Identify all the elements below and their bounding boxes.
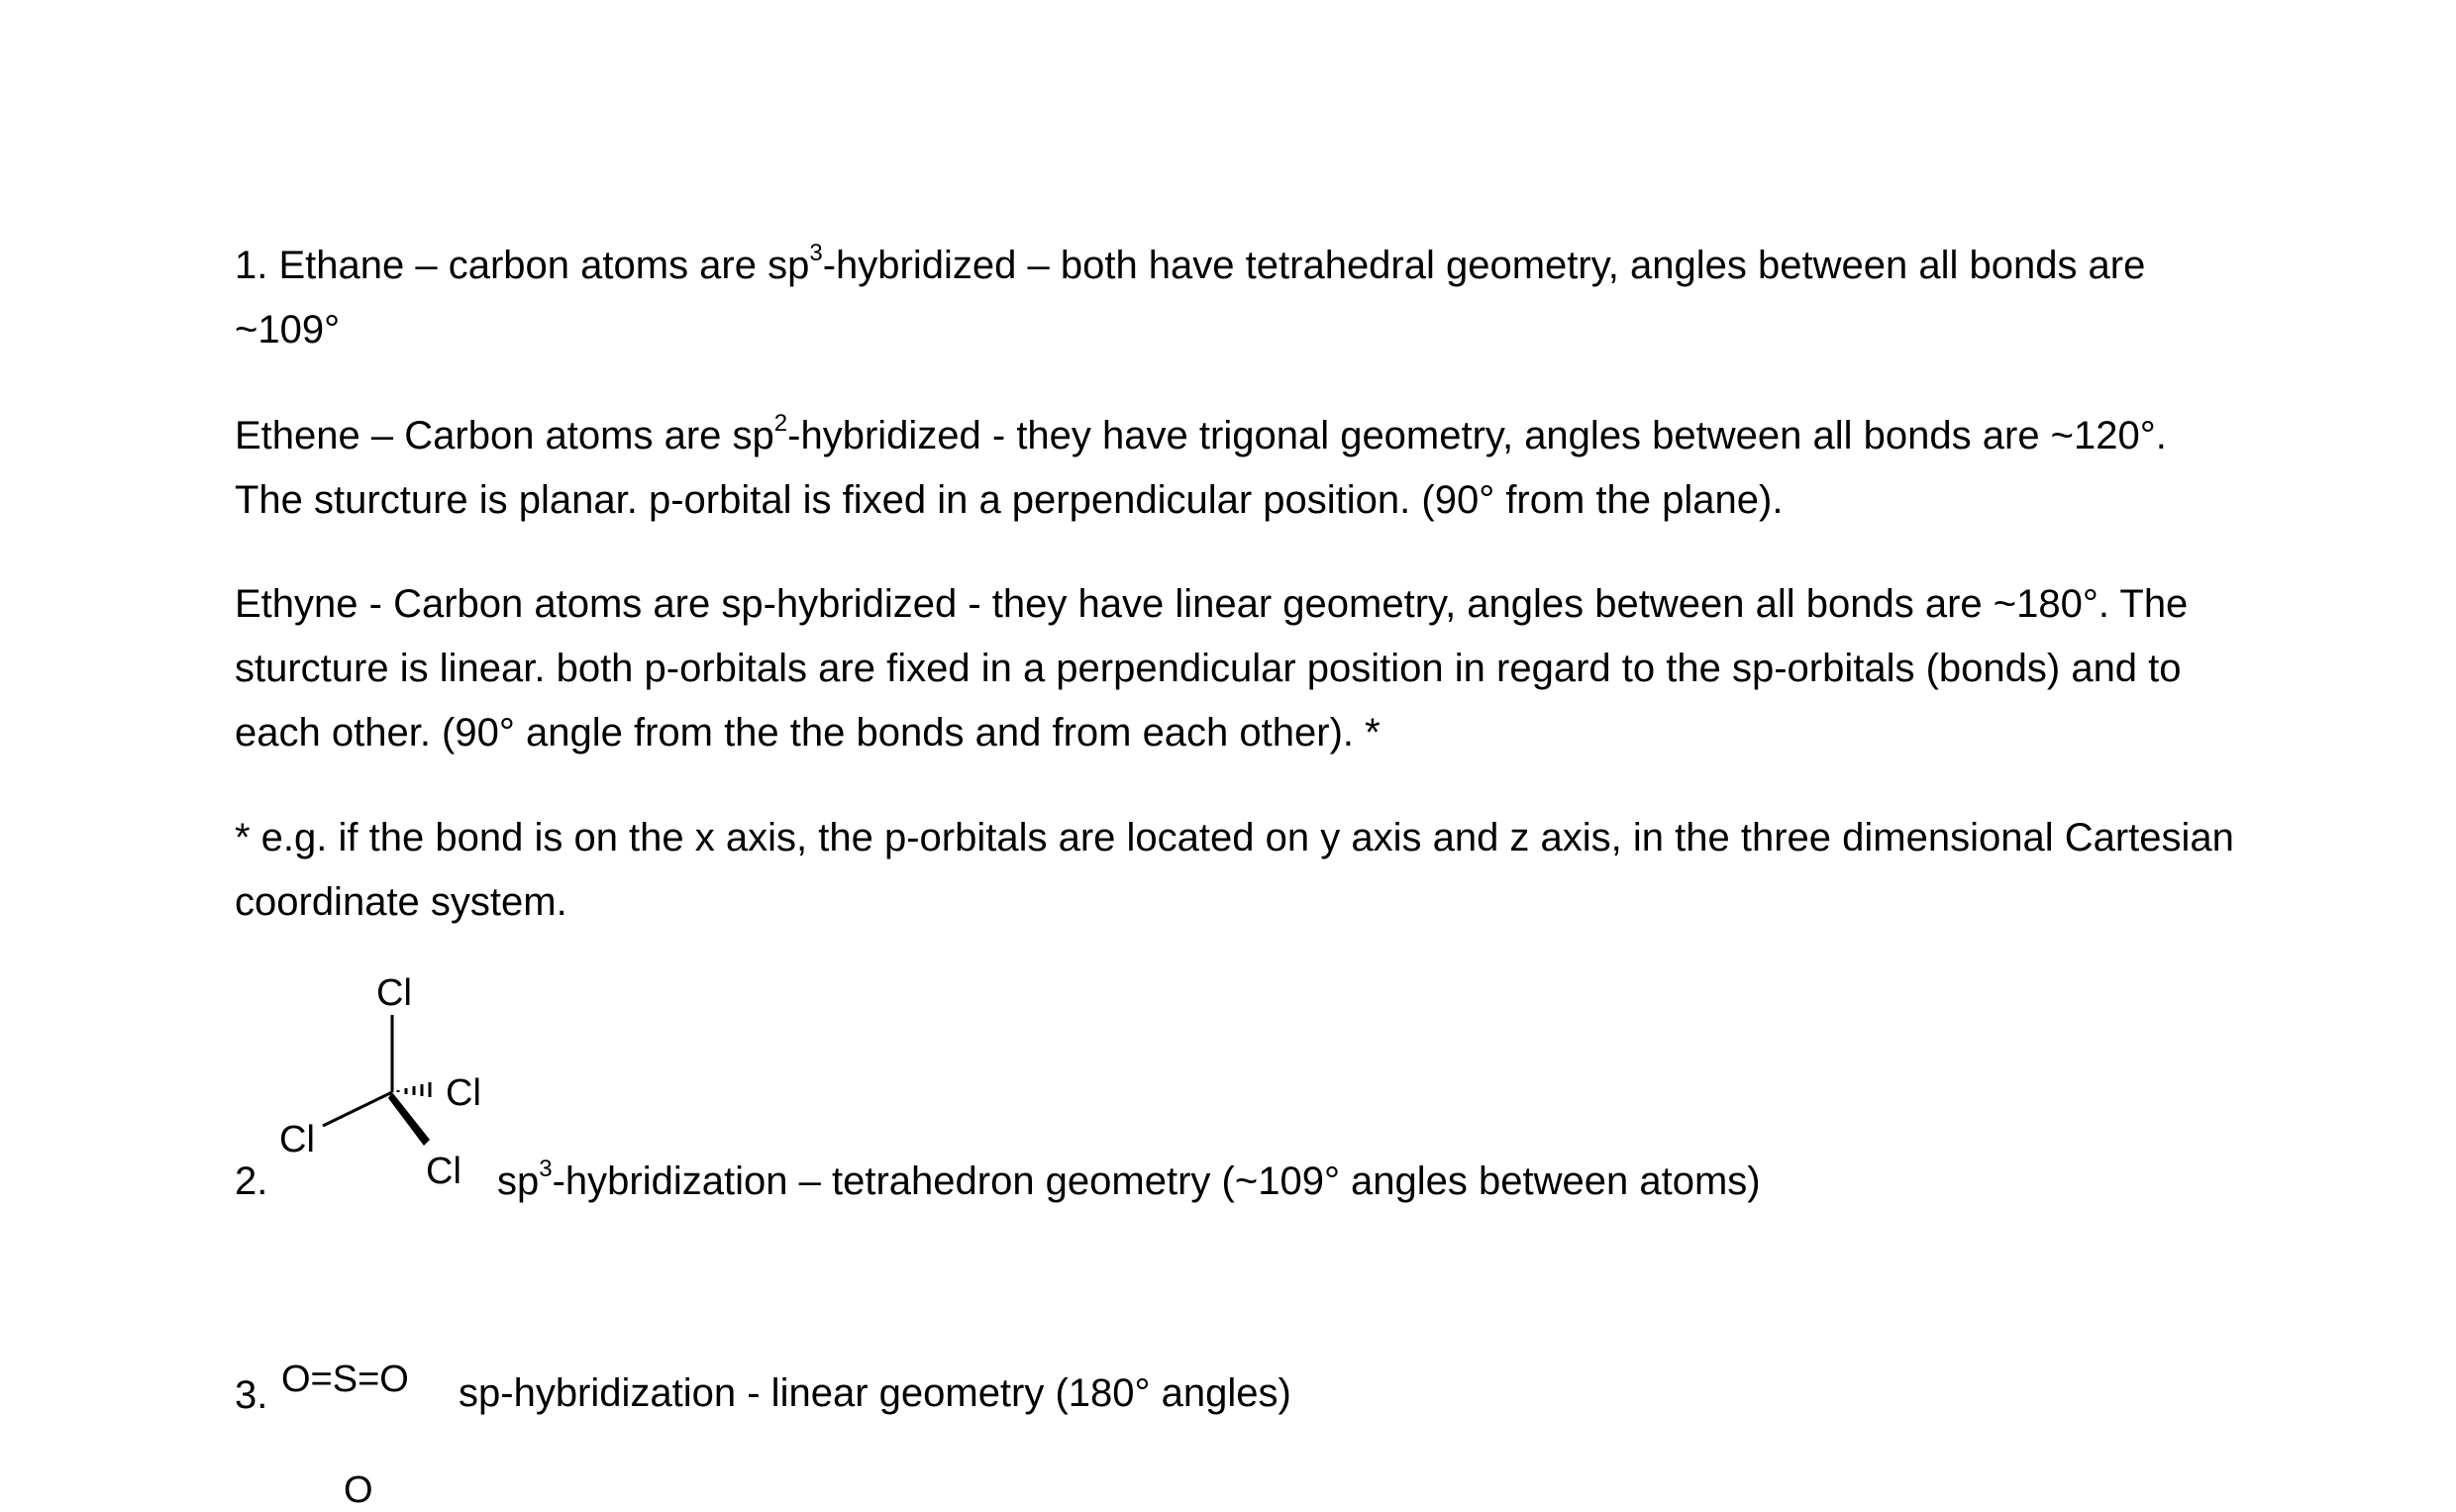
ethene-text-end: -hybridized - they have trigonal geometry, angles between all bonds are ~120°. The sturcture is planar. p-orbital is fixed in a perpendicular position. (90° from the plane).	[235, 414, 2167, 522]
ethane-text-end: -hybridized – both have tetrahedral geometry, angles between all bonds are ~109°	[235, 244, 2146, 352]
ccl4-structure-diagram	[267, 975, 505, 1203]
item-3-number: 3.	[235, 1373, 268, 1417]
item-3-description: sp-hybridization - linear geometry (180° angles)	[459, 1371, 1291, 1415]
bond-bottom-wedge	[388, 1092, 430, 1146]
bond-right-hashed	[398, 1082, 430, 1097]
item-2-superscript: 3	[539, 1155, 553, 1182]
atom-bottom: Cl	[426, 1151, 461, 1192]
ethene-superscript: 2	[773, 409, 788, 437]
paragraph-footnote: * e.g. if the bond is on the x axis, the p-orbitals are located on y axis and z axis, in the three dimensional Cartesian coordinate system.	[235, 816, 2234, 924]
ethane-superscript: 3	[809, 239, 823, 266]
item-2-number: 2.	[235, 1159, 268, 1203]
paragraph-ethane	[235, 234, 2235, 362]
ethene-text-start: Ethene – Carbon atoms are sp	[235, 414, 774, 457]
atom-left: Cl	[279, 1119, 315, 1160]
item-4-partial-atom: O	[344, 1469, 373, 1511]
paragraph-ethyne: Ethyne - Carbon atoms are sp-hybridized - they have linear geometry, angles between all bonds are ~180°. The sturcture is linear. both p-orbitals are fixed in a perpendicular position in regard to the sp-orbitals (bonds) and to each other. (90° angle from the the bonds and from each other). *	[235, 582, 2189, 755]
atom-right: Cl	[446, 1072, 481, 1114]
item-2-description	[497, 1157, 1761, 1206]
atom-top: Cl	[376, 975, 412, 1014]
item-3-formula: O=S=O	[281, 1359, 409, 1400]
bond-left	[323, 1092, 392, 1126]
item-2-text-end: -hybridization – tetrahedron geometry (~109° angles between atoms)	[552, 1159, 1761, 1203]
ethane-text-start: 1. Ethane – carbon atoms are sp	[235, 244, 810, 287]
paragraph-ethene	[235, 404, 2235, 533]
item-2-text-start: sp	[497, 1159, 540, 1203]
